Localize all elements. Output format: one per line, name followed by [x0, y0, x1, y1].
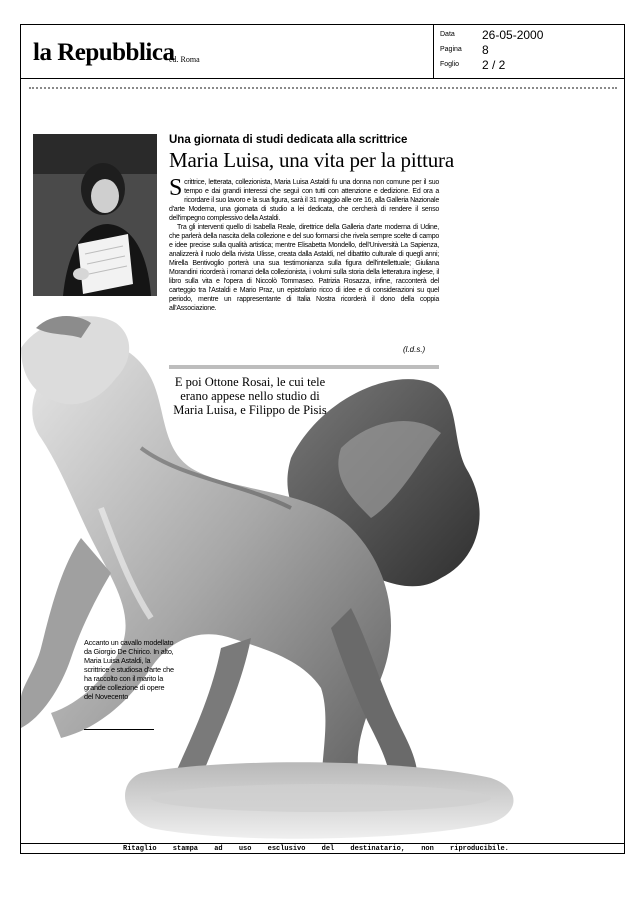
- meta-label: Pagina: [440, 46, 462, 53]
- meta-row-page: [440, 43, 620, 57]
- article-kicker: Una giornata di studi dedicata alla scrittrice: [169, 134, 408, 146]
- pullquote-bar: [169, 365, 439, 369]
- portrait-photo: [33, 134, 157, 296]
- author-signature: (l.d.s.): [403, 345, 426, 354]
- body-paragraph-1: [169, 175, 439, 223]
- clipping-content: [21, 78, 624, 843]
- meta-label: Foglio: [440, 61, 460, 68]
- body-paragraph-2: Tra gli interventi quello di Isabella Reale, direttrice della Galleria d'arte moderna di Udine, che parlerà della nascita della collezione e del suo formarsi che rivela sempre scelte di campo e idee precise sulla qualità artistica; mentre Elisabetta Mondello, dell'Università La Sapienza, analizzerà il ruolo della rivista Ulisse, creata dalla Astaldi, nel dibattito culturale di quegli anni; Mirella Bentivoglio porterà una sua testimonianza sulla figura dell'intellettuale; Giuliana Morandini ricorderà i romanzi della collezionista, i volumi sulla storia della letteratura inglese, il libro sulla vita e l'opera di Niccolò Tommaseo. Patrizia Rosazza, infine, racconterà del carteggio tra l'Astaldi e Mario Praz, un epistolario ricco di idee e di considerazioni su quel periodo, mentre un rappresentante di Italia Nostra ricorderà il dono della coppia all'Associazione.: [169, 224, 439, 312]
- clipping-frame: [20, 24, 625, 854]
- newspaper-masthead: la Repubblica: [33, 39, 175, 66]
- clipping-meta-box: [433, 25, 625, 78]
- meta-label: Data: [440, 31, 455, 38]
- meta-value-page: 8: [482, 43, 489, 57]
- paragraph-1-text: crittrice, letterata, collezionista, Maria Luisa Astaldi fu una donna non comune per il suo tempo e dai grandi interessi che seguì con tutti con attenzione e dedizione. Ed ora a ricordare il suo lavoro e la sua figura, sarà il 31 maggio alle ore 16, alla Galleria Nazionale d'arte Moderna, una giornata di studio a lei dedicata, che cercherà di rendere il senso dell'impegno complessivo della Astaldi.: [169, 179, 439, 222]
- article-headline: Maria Luisa, una vita per la pittura: [169, 148, 454, 172]
- meta-value-date: 26-05-2000: [482, 28, 544, 42]
- caption-rule: [84, 729, 154, 730]
- photo-caption: Accanto un cavallo modellato da Giorgio De Chirico. In alto, Maria Luisa Astaldi, la scrittrice e studiosa d'arte che ha raccolto con il marito la grande collezione di opere del Novecento: [84, 638, 174, 701]
- clipping-header: [21, 25, 624, 79]
- reproduction-notice: Ritaglio stampa ad uso esclusivo del destinatario, non riproducibile.: [123, 845, 509, 853]
- edition-label: ed. Roma: [169, 55, 200, 64]
- clipping-footer: [21, 843, 624, 854]
- drop-cap: S: [169, 175, 183, 201]
- article-body: [169, 175, 439, 313]
- meta-row-sheet: [440, 58, 620, 72]
- pull-quote: E poi Ottone Rosai, le cui tele erano appese nello studio di Maria Luisa, e Filippo de Pisis: [173, 375, 327, 417]
- meta-value-sheet: 2 / 2: [482, 58, 506, 72]
- meta-row-date: [440, 28, 620, 42]
